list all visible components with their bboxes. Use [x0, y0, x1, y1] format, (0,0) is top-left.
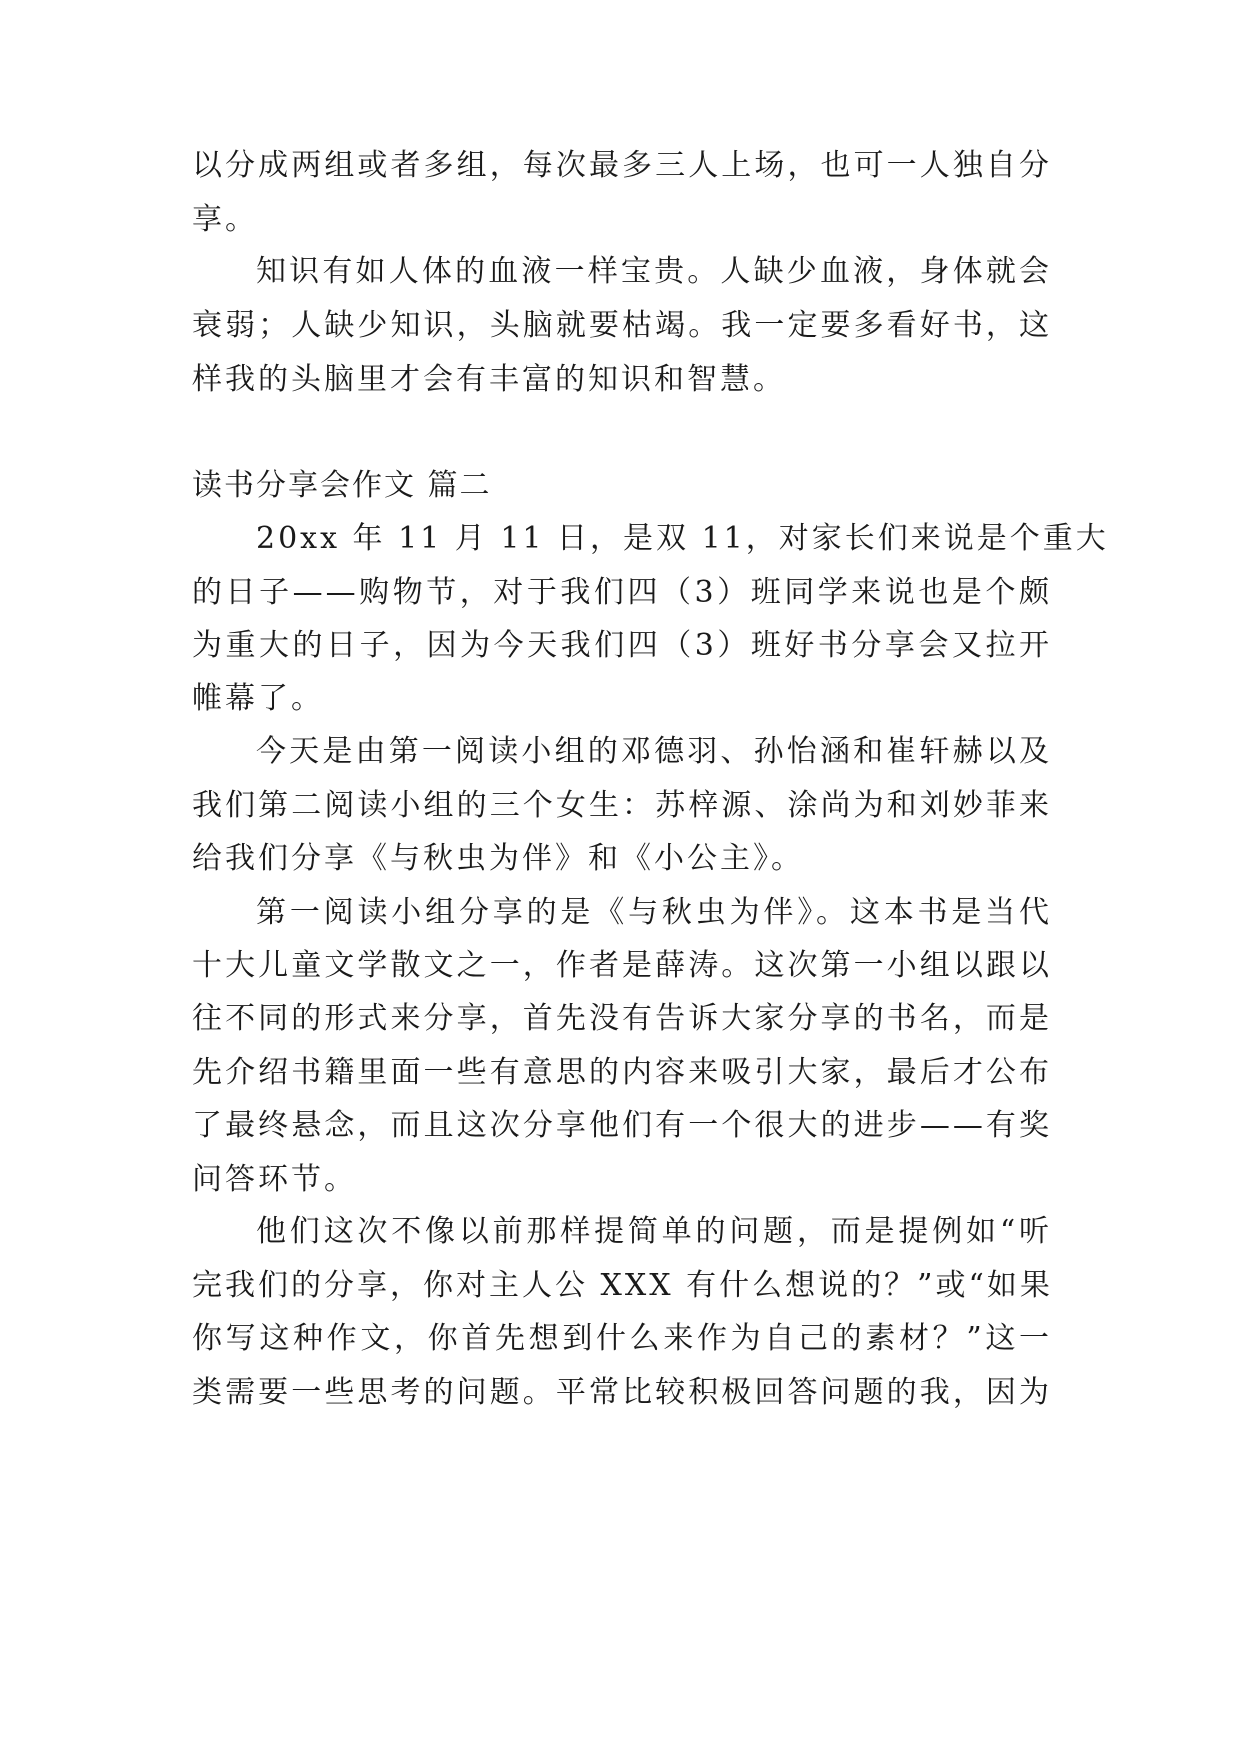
text-line: 为重大的日子，因为今天我们四（3）班好书分享会又拉开: [192, 628, 1052, 663]
text-line: 给我们分享《与秋虫为伴》和《小公主》。: [192, 841, 804, 876]
text-line: 帷幕了。: [192, 681, 324, 716]
text-line: 了最终悬念，而且这次分享他们有一个很大的进步——有奖: [192, 1108, 1052, 1143]
text-line: 的日子——购物节，对于我们四（3）班同学来说也是个颇: [192, 575, 1052, 610]
text-line: 以分成两组或者多组，每次最多三人上场，也可一人独自分: [192, 148, 1052, 183]
section-heading: 读书分享会作文 篇二: [192, 468, 492, 503]
text-line: 完我们的分享，你对主人公 XXX 有什么想说的？”或“如果: [192, 1268, 1053, 1303]
text-line: 样我的头脑里才会有丰富的知识和智慧。: [192, 362, 786, 397]
text-line: 先介绍书籍里面一些有意思的内容来吸引大家，最后才公布: [192, 1055, 1052, 1090]
text-line: 你写这种作文，你首先想到什么来作为自己的素材？”这一: [192, 1321, 1052, 1356]
text-line: 享。: [192, 202, 258, 237]
text-line: 类需要一些思考的问题。平常比较积极回答问题的我，因为: [192, 1375, 1052, 1410]
text-line: 他们这次不像以前那样提简单的问题，而是提例如“听: [256, 1214, 1052, 1249]
text-line: 第一阅读小组分享的是《与秋虫为伴》。这本书是当代: [256, 895, 1052, 930]
text-line: 我们第二阅读小组的三个女生：苏梓源、涂尚为和刘妙菲来: [192, 788, 1052, 823]
text-line: 20xx 年 11 月 11 日，是双 11，对家长们来说是个重大: [256, 521, 1109, 556]
text-line: 知识有如人体的血液一样宝贵。人缺少血液，身体就会: [256, 254, 1052, 289]
text-line: 衰弱；人缺少知识，头脑就要枯竭。我一定要多看好书，这: [192, 308, 1052, 343]
text-line: 十大儿童文学散文之一，作者是薛涛。这次第一小组以跟以: [192, 948, 1052, 983]
text-line: 往不同的形式来分享，首先没有告诉大家分享的书名，而是: [192, 1001, 1052, 1036]
text-line: 今天是由第一阅读小组的邓德羽、孙怡涵和崔轩赫以及: [256, 734, 1052, 769]
text-line: 问答环节。: [192, 1162, 357, 1197]
